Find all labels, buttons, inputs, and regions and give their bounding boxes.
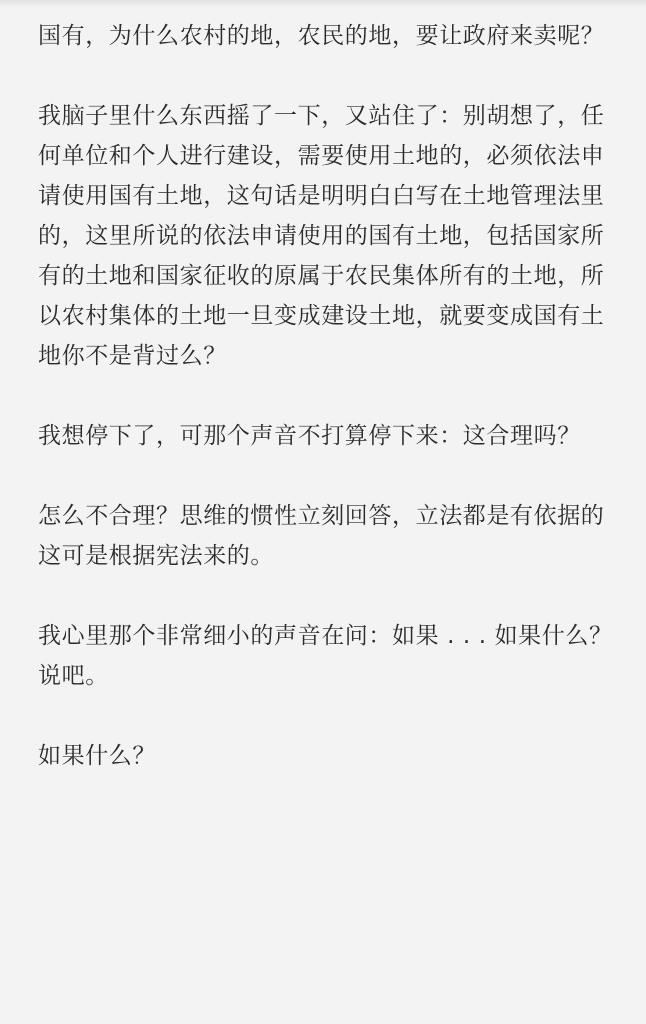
- paragraph: 如果什么？: [38, 743, 156, 769]
- paragraph: 国有，为什么农村的地，农民的地，要让政府来卖呢？: [38, 23, 605, 49]
- cropped-top-edge: [0, 0, 646, 8]
- paragraph: 我心里那个非常细小的声音在问：如果 . . . 如果什么？说吧。: [38, 623, 613, 689]
- paragraph: 我想停下了，可那个声音不打算停下来：这合理吗？: [38, 423, 581, 449]
- paragraph: 怎么不合理？思维的惯性立刻回答，立法都是有依据的这可是根据宪法来的。: [38, 503, 605, 569]
- article-body: [38, 16, 616, 816]
- paragraph: 我脑子里什么东西摇了一下，又站住了：别胡想了，任何单位和个人进行建设，需要使用土地的，必须依法申请使用国有土地，这句话是明明白白写在土地管理法里的，这里所说的依法申请使用的国有土地，包括国家所有的土地和国家征收的原属于农民集体所有的土地，所以农村集体的土地一旦变成建设土地，就要变成国有土地你不是背过么？: [38, 103, 605, 369]
